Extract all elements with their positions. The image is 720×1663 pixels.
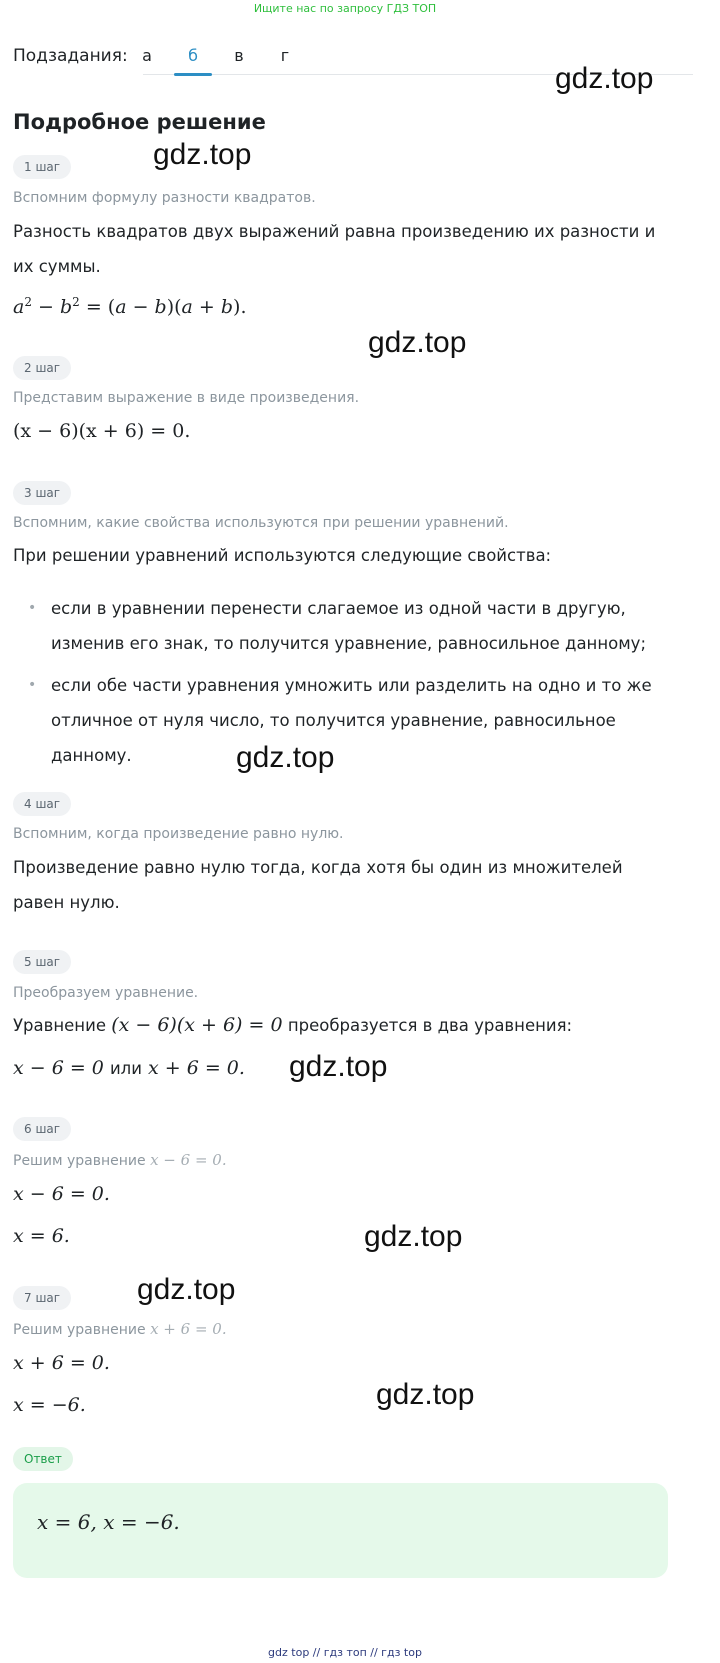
watermark: gdz.top xyxy=(289,1050,388,1083)
step-formula: x = −6. xyxy=(13,1394,86,1416)
step-hint xyxy=(13,1320,227,1338)
step-formula: (x − 6)(x + 6) = 0. xyxy=(13,420,191,442)
subtasks-label: Подзадания: xyxy=(13,46,128,66)
step-hint: Представим выражение в виде произведения. xyxy=(13,390,360,406)
step-badge: 1 шаг xyxy=(13,155,71,179)
hint-formula: x − 6 = 0. xyxy=(150,1151,227,1169)
step-hint: Преобразуем уравнение. xyxy=(13,985,199,1001)
tab-b[interactable]: б xyxy=(188,46,198,65)
step-badge: 5 шаг xyxy=(13,950,71,974)
hint-text: Решим уравнение xyxy=(13,1322,146,1338)
text-part: преобразуется в два уравнения: xyxy=(287,1016,573,1035)
answer-value: x = 6, x = −6. xyxy=(37,1510,180,1534)
watermark: gdz.top xyxy=(368,326,467,359)
step-hint: Вспомним формулу разности квадратов. xyxy=(13,190,316,206)
step-formula: $a^2 - b^2 = (a - b)(a + b)$. xyxy=(13,295,247,318)
step-formula xyxy=(13,1057,245,1079)
watermark: gdz.top xyxy=(555,62,654,95)
inline-formula: (x − 6)(x + 6) = 0 xyxy=(111,1014,283,1036)
step-hint xyxy=(13,1151,227,1169)
step-hint: Вспомним, когда произведение равно нулю. xyxy=(13,826,344,842)
step-text: Разность квадратов двух выражений равна произведению их разности и их суммы. xyxy=(13,222,656,276)
list-item: • если обе части уравнения умножить или разделить на одно и то же отличное от нуля число, то получится уравнение, равносильное данному. xyxy=(28,668,678,773)
step-text xyxy=(13,1008,572,1043)
step-formula: x + 6 = 0. xyxy=(13,1352,110,1374)
watermark: gdz.top xyxy=(153,138,252,171)
tab-v[interactable]: в xyxy=(234,46,244,65)
step-badge: 3 шаг xyxy=(13,481,71,505)
hint-formula: x + 6 = 0. xyxy=(150,1320,227,1338)
top-search-hint[interactable]: Ищите нас по запросу ГДЗ ТОП xyxy=(253,2,437,15)
or-word: или xyxy=(109,1059,142,1078)
equation-1: x − 6 = 0 xyxy=(13,1057,104,1079)
step-badge: 7 шаг xyxy=(13,1286,71,1310)
step-badge: 2 шаг xyxy=(13,356,71,380)
properties-list xyxy=(28,591,678,780)
step-badge: 4 шаг xyxy=(13,792,71,816)
watermark: gdz.top xyxy=(364,1220,463,1253)
answer-badge: Ответ xyxy=(13,1447,73,1471)
answer-box xyxy=(13,1483,668,1578)
text-part: Уравнение xyxy=(13,1016,106,1035)
watermark: gdz.top xyxy=(376,1378,475,1411)
footer-links[interactable]: gdz top // гдз топ // гдз top xyxy=(268,1646,422,1659)
tab-a[interactable]: а xyxy=(142,46,152,65)
solution-heading: Подробное решение xyxy=(13,110,266,134)
step-hint: Вспомним, какие свойства используются при решении уравнений. xyxy=(13,515,509,531)
watermark: gdz.top xyxy=(236,741,335,774)
step-formula: x − 6 = 0. xyxy=(13,1183,110,1205)
hint-text: Решим уравнение xyxy=(13,1153,146,1169)
active-tab-indicator xyxy=(174,73,212,76)
tab-g[interactable]: г xyxy=(280,46,290,65)
step-formula: x = 6. xyxy=(13,1225,70,1247)
step-badge: 6 шаг xyxy=(13,1117,71,1141)
step-text: При решении уравнений используются следующие свойства: xyxy=(13,546,552,565)
equation-2: x + 6 = 0. xyxy=(147,1057,245,1079)
step-text: Произведение равно нулю тогда, когда хотя бы один из множителей равен нулю. xyxy=(13,858,623,912)
list-item: • если в уравнении перенести слагаемое из одной части в другую, изменив его знак, то получится уравнение, равносильное данному; xyxy=(28,591,678,661)
watermark: gdz.top xyxy=(137,1273,236,1306)
